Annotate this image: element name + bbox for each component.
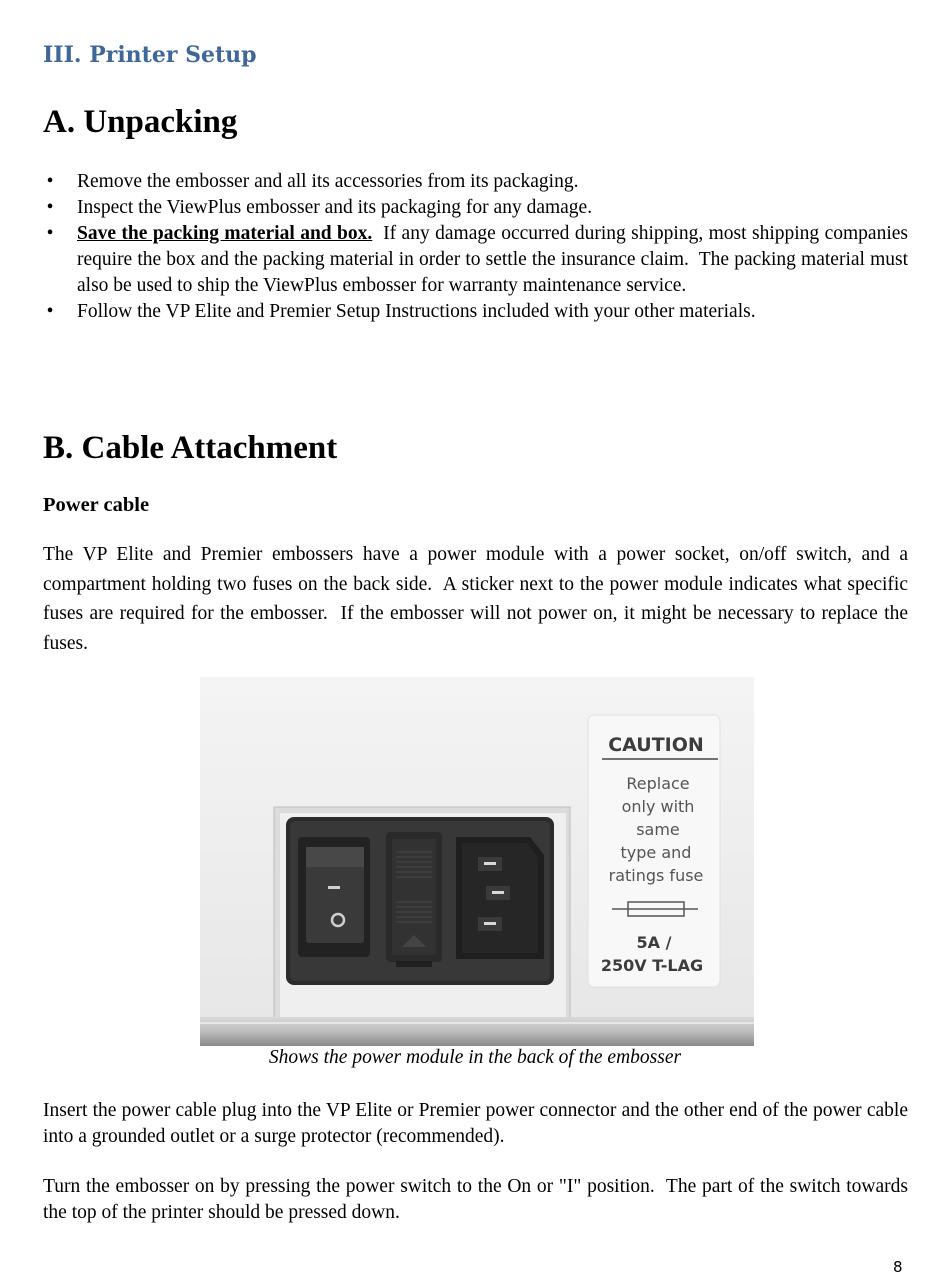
caution-title: CAUTION	[608, 734, 704, 756]
paragraph-power-module: The VP Elite and Premier embossers have a power module with a power socket, on/off switch, and a compartment holding two fuses on the back side. A sticker next to the power module indicates what specific fuses are required for the embosser. If the embosser will not power on, it might be necessary to replace the fuses.	[43, 544, 913, 654]
power-module	[286, 817, 554, 985]
paragraph-turn-on: Turn the embosser on by pressing the power switch to the On or "I" position. The part of the switch towards the top of the printer should be pressed down.	[43, 1176, 913, 1223]
section-title: III. Printer Setup	[43, 42, 257, 68]
list-item-text: If any damage occurred during shipping, most shipping companies require the box and the packing material in order to settle the insurance claim. The packing material must also be used to ship the ViewPlus embosser for warranty maintenance service.	[77, 223, 913, 296]
list-item-text: Remove the embosser and all its accessories from its packaging.	[77, 171, 579, 192]
list-item-bold-text: Save the packing material and box.	[77, 223, 373, 244]
list-item	[43, 169, 908, 195]
subheading-power-cable: Power cable	[43, 494, 150, 516]
bullet-icon: •	[46, 223, 54, 244]
fuse-rating-line: 5A /	[636, 933, 672, 952]
bullet-icon: •	[46, 301, 54, 322]
power-module-photo	[200, 677, 754, 1046]
page-number: 8	[893, 1258, 903, 1276]
power-switch-icon	[298, 837, 370, 957]
heading-unpacking: A. Unpacking	[43, 104, 238, 140]
caution-line: Replace	[626, 774, 690, 793]
heading-cable-attachment: B. Cable Attachment	[43, 430, 338, 466]
caution-line: only with	[621, 797, 695, 816]
caution-sticker	[588, 715, 720, 987]
list-item	[43, 221, 913, 299]
fuse-rating-line: 250V T-LAG	[600, 956, 704, 975]
caution-line: type and	[620, 843, 692, 862]
paragraph-insert-cable: Insert the power cable plug into the VP Elite or Premier power connector and the other end of the power cable into a grounded outlet or a surge protector (recommended).	[43, 1100, 908, 1147]
list-item	[43, 195, 908, 221]
bullet-icon: •	[46, 197, 54, 218]
list-item-text: Follow the VP Elite and Premier Setup Instructions included with your other materials.	[77, 301, 756, 322]
bullet-icon: •	[46, 171, 54, 192]
list-item	[43, 299, 908, 325]
figure-caption: Shows the power module in the back of the embosser	[268, 1047, 682, 1068]
metal-rail	[200, 1017, 754, 1046]
fuse-compartment-icon	[386, 832, 442, 967]
list-item-text: Inspect the ViewPlus embosser and its packaging for any damage.	[77, 197, 593, 218]
caution-line: ratings fuse	[608, 866, 704, 885]
unpacking-list	[43, 169, 913, 325]
caution-line: same	[636, 820, 680, 839]
power-socket-icon	[456, 837, 544, 959]
